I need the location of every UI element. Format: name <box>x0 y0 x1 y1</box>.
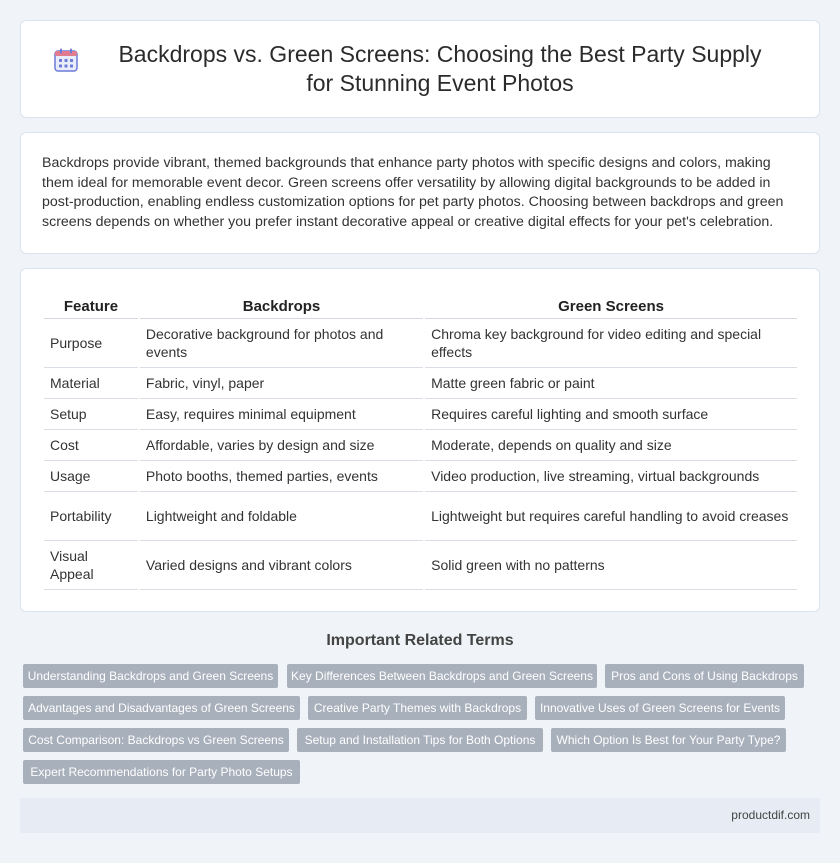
header-feature: Feature <box>44 296 138 319</box>
table-row <box>44 492 797 541</box>
header-card <box>20 20 820 118</box>
table-row <box>44 430 797 461</box>
comparison-table-card <box>20 268 820 612</box>
related-term-tag[interactable]: Which Option Is Best for Your Party Type? <box>551 728 786 752</box>
feature-cell: Material <box>44 368 138 399</box>
feature-cell: Setup <box>44 399 138 430</box>
related-term-tag[interactable]: Setup and Installation Tips for Both Options <box>297 728 543 752</box>
table-row <box>44 319 797 368</box>
related-terms-heading: Important Related Terms <box>326 632 514 649</box>
feature-cell: Usage <box>44 461 138 492</box>
feature-cell: Portability <box>44 492 138 541</box>
table-row <box>44 399 797 430</box>
related-term-tag[interactable]: Innovative Uses of Green Screens for Events <box>535 696 785 720</box>
intro-paragraph: Backdrops provide vibrant, themed backgrounds that enhance party photos with specific designs and colors, making them ideal for memorable event decor. Green screens offer versatility by allowing digital backgrounds to be added in post-production, enabling endless customization options for pet party photos. Choosing between backdrops and green screens depends on whether you prefer instant decorative appeal or creative digital effects for your pet's celebration. <box>42 155 784 230</box>
table-header-row <box>44 296 797 319</box>
related-term-tag[interactable]: Key Differences Between Backdrops and Green Screens <box>287 664 597 688</box>
feature-cell: Purpose <box>44 319 138 368</box>
feature-cell: Visual Appeal <box>44 541 138 590</box>
backdrops-cell: Lightweight and foldable <box>140 492 423 541</box>
backdrops-cell: Decorative background for photos and events <box>140 319 423 368</box>
backdrops-cell: Easy, requires minimal equipment <box>140 399 423 430</box>
green-screens-cell: Video production, live streaming, virtual backgrounds <box>425 461 797 492</box>
footer-site-link[interactable]: productdif.com <box>731 808 810 822</box>
related-term-tag[interactable]: Understanding Backdrops and Green Screens <box>23 664 278 688</box>
green-screens-cell: Moderate, depends on quality and size <box>425 430 797 461</box>
backdrops-cell: Varied designs and vibrant colors <box>140 541 423 590</box>
green-screens-cell: Chroma key background for video editing and special effects <box>425 319 797 368</box>
related-term-tag[interactable]: Pros and Cons of Using Backdrops <box>605 664 804 688</box>
backdrops-cell: Affordable, varies by design and size <box>140 430 423 461</box>
calendar-icon <box>53 47 79 73</box>
green-screens-cell: Lightweight but requires careful handling to avoid creases <box>425 492 797 541</box>
footer <box>20 798 820 833</box>
related-term-tag[interactable]: Creative Party Themes with Backdrops <box>308 696 527 720</box>
page-title: Backdrops vs. Green Screens: Choosing the Best Party Supply for Stunning Event Photos <box>118 41 762 96</box>
green-screens-cell: Solid green with no patterns <box>425 541 797 590</box>
green-screens-cell: Requires careful lighting and smooth surface <box>425 399 797 430</box>
table-row <box>44 368 797 399</box>
intro-card <box>20 132 820 254</box>
related-term-tag[interactable]: Expert Recommendations for Party Photo Setups <box>23 760 300 784</box>
header-backdrops: Backdrops <box>140 296 423 319</box>
table-row <box>44 461 797 492</box>
comparison-table <box>42 296 799 590</box>
related-term-tag[interactable]: Advantages and Disadvantages of Green Screens <box>23 696 300 720</box>
header-green-screens: Green Screens <box>425 296 797 319</box>
backdrops-cell: Photo booths, themed parties, events <box>140 461 423 492</box>
backdrops-cell: Fabric, vinyl, paper <box>140 368 423 399</box>
related-term-tag[interactable]: Cost Comparison: Backdrops vs Green Screens <box>23 728 289 752</box>
green-screens-cell: Matte green fabric or paint <box>425 368 797 399</box>
feature-cell: Cost <box>44 430 138 461</box>
table-row <box>44 541 797 590</box>
